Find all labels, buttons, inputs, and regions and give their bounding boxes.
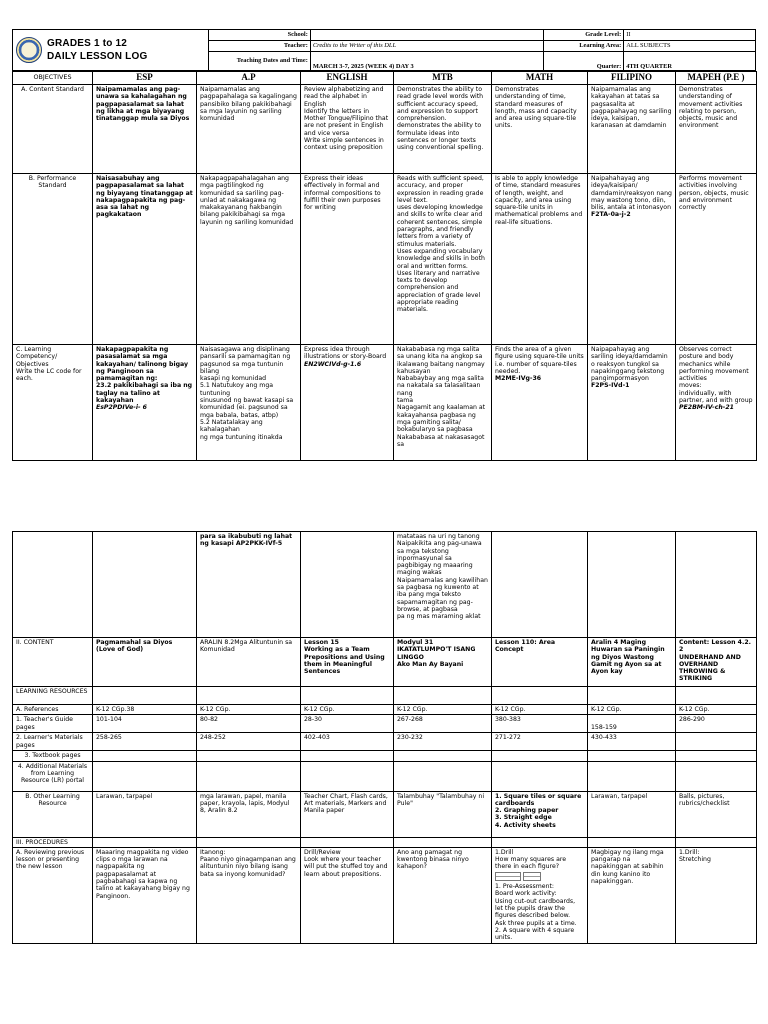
cell-mtb: Reads with sufficient speed, accuracy, and proper expression in reading grade level text. uses developing knowledge and skills to write clear and coherent sentences, simple paragraphs, and friendly letters from a variety of stimulus materials. Uses expanding vocabulary knowledge and skills in both oral and written forms. Uses literary and narrative texts to develop comprehension and appreciation of grade level appropriate reading materials. <box>394 174 492 345</box>
continuation-row <box>13 532 757 638</box>
row-label: II. CONTENT <box>13 638 93 687</box>
review-lesson-row <box>13 847 757 943</box>
row-label: B. Other Learning Resource <box>13 791 93 837</box>
title-line-1: GRADES 1 to 12 <box>47 38 128 49</box>
cell-filipino: 158-159 <box>588 715 676 733</box>
row-label: A. Content Standard <box>13 85 93 174</box>
cell-math: Lesson 110: Area Concept <box>492 638 588 687</box>
english-text: Express idea through illustrations or story-Board <box>304 346 387 361</box>
col-esp: ESP <box>93 72 197 85</box>
performance-standard-row <box>13 174 757 345</box>
cell-mapeh <box>676 532 757 638</box>
cell-esp: 258-265 <box>93 733 197 751</box>
col-english: ENGLISH <box>301 72 394 85</box>
cell-ap: mga larawan, papel, manila paper, krayola, lapis, Modyul 8, Aralin 8.2 <box>197 791 301 837</box>
cell-mtb: Ano ang pamagat ng kwentong binasa ninyo kahapon? <box>394 847 492 943</box>
cell-ap: para sa ikabubuti ng lahat ng kasapi AP2PKK-IVf-5 <box>197 532 301 638</box>
row-label: 2. Learner's Materials pages <box>13 733 93 751</box>
school-label: School: <box>209 30 311 41</box>
row-label: 1. Teacher's Guide pages <box>13 715 93 733</box>
cell-mtb: K-12 CGp. <box>394 705 492 715</box>
cell-ap: 248-252 <box>197 733 301 751</box>
deped-seal-icon <box>16 37 42 63</box>
row-label: A. Reviewing previous lesson or presenting the new lesson <box>13 847 93 943</box>
cell-ap: ARALIN 8.2Mga Alituntunin sa Komunidad <box>197 638 301 687</box>
teacher-label: Teacher: <box>209 40 311 51</box>
cell-math: Is able to apply knowledge of time, standard measures of length, weight, and capacity, and area using square-tile units in mathematical problems and real-life situations. <box>492 174 588 345</box>
cell-esp: Pagmamahal sa Diyos (Love of God) <box>93 638 197 687</box>
cell-filipino: Aralin 4 Maging Huwaran sa Paningin ng Diyos Wastong Gamit ng Ayon sa at Ayon kay <box>588 638 676 687</box>
content-row <box>13 638 757 687</box>
references-row <box>13 705 757 715</box>
cell-ap: Nakapagpapahalagahan ang mga pagtilingkod ng komunidad sa sariling pag-unlad at nakakagawa ng makakayanang hakbangin bilang pakikibahagi sa mga layunin ng sariling komunidad <box>197 174 301 345</box>
header <box>12 29 756 71</box>
lc-code: PE2BM-IV-ch-21 <box>679 404 734 412</box>
cell-mtb: Demonstrates the ability to read grade level words with sufficient accuracy speed, and expression to support comprehension. demonstrates the ability to formulate ideas into sentences or longer texts using conventional spelling. <box>394 85 492 174</box>
cell-esp: Naisasabuhay ang pagpapasalamat sa lahat ng biyayang tinatanggap at nakapagpapakita ng pag-asa sa lahat ng pagkakataon <box>93 174 197 345</box>
learners-materials-row <box>13 733 757 751</box>
objectives-table <box>12 71 757 461</box>
cell-english: 402-403 <box>301 733 394 751</box>
school-value <box>310 30 544 41</box>
cell-math: K-12 CGp. <box>492 705 588 715</box>
dates-label: Teaching Dates and Time: <box>209 51 311 71</box>
cell-ap: Naipamamalas ang pagpapahalaga sa kagalingang pansibiko bilang pakikibahagi sa mga layunin ng sariling komunidad <box>197 85 301 174</box>
column-header-row <box>13 72 757 85</box>
teacher-value: Credits to the Writer of this DLL <box>310 40 544 51</box>
cell-english <box>301 345 394 461</box>
cell-filipino: 430-433 <box>588 733 676 751</box>
cell-objectives <box>13 532 93 638</box>
cell-esp: K-12 CGp.38 <box>93 705 197 715</box>
cell-filipino: Magbigay ng ilang mga pangarap na napakinggan at sabihin din kung kanino ito napakinggan. <box>588 847 676 943</box>
col-math: MATH <box>492 72 588 85</box>
math-text: Finds the area of a given figure using square-tile units i.e. number of square-tiles needed. <box>495 346 584 375</box>
row-label: B. Performance Standard <box>13 174 93 345</box>
cell-ap: K-12 CGp. <box>197 705 301 715</box>
filipino-text: Naipapahayag ang sariling ideya/damdamin o reaksyon tungkol sa napakinggang tekstong pangimpormasyon <box>591 346 668 383</box>
cell-math: Demonstrates understanding of time, standard measures of length, mass and capacity and area using square-tile units. <box>492 85 588 174</box>
content-resources-table <box>12 531 757 944</box>
cell-math <box>492 532 588 638</box>
learning-competency-row <box>13 345 757 461</box>
cell-english: Review alphabetizing and read the alphabet in English Identify the letters in Mother Tongue/Filipino that are not present in English and vice versa Write simple sentences in context using preposition <box>301 85 394 174</box>
procedures-row <box>13 837 757 847</box>
col-mapeh: MAPEH (P.E ) <box>676 72 757 85</box>
cell-esp: Larawan, tarpapel <box>93 791 197 837</box>
cell-english: K-12 CGp. <box>301 705 394 715</box>
cell-english: 28-30 <box>301 715 394 733</box>
header-title-block <box>12 29 208 71</box>
cell-mtb: Talambuhay "Talambuhay ni Pule" <box>394 791 492 837</box>
cell-mapeh: K-12 CGp. <box>676 705 757 715</box>
grid-figure-icon <box>523 872 541 881</box>
row-label: LEARNING RESOURCES <box>13 687 93 705</box>
cell-mapeh <box>676 733 757 751</box>
cell-esp <box>93 345 197 461</box>
cell-mapeh: Content: Lesson 4.2. 2 UNDERHAND AND OVERHAND THROWING & STRIKING <box>676 638 757 687</box>
math-drill-text: 1.Drill How many squares are there in each figure? <box>495 848 567 871</box>
cell-mtb: 267-268 <box>394 715 492 733</box>
lc-code: M2ME-IVg-36 <box>495 375 542 383</box>
learning-resources-row <box>13 687 757 705</box>
cell-esp: 101-104 <box>93 715 197 733</box>
lc-code: F2PS-IVd-1 <box>591 382 630 390</box>
area-label: Learning Area: <box>544 40 624 51</box>
cell-filipino <box>588 174 676 345</box>
content-standard-row <box>13 85 757 174</box>
lc-code: EN2WCIVd-g-1.6 <box>304 360 362 368</box>
cell-math: 380-383 <box>492 715 588 733</box>
cell-ap: Naisasagawa ang disiplinang pansarili sa pamamagitan ng pagsunod sa mga tuntunin bilang kasapi ng komunidad 5.1 Natutukoy ang mga tuntuning sinusunod ng bawat kasapi sa komunidad (ei. pagsunod sa mga babala, batas, atbp) 5.2 Natatalakay ang kahalagahan ng mga tuntuning itinakda <box>197 345 301 461</box>
textbook-row <box>13 751 757 761</box>
cell-esp: Maaaring magpakita ng video clips o mga larawan na nagpapakita ng pagpapasalamat at pagbabahagi sa kapwa ng talino at kakayahang bigay ng Panginoon. <box>93 847 197 943</box>
cell-math: 1. Square tiles or square cardboards 2. Graphing paper 3. Straight edge 4. Activity sheets <box>492 791 588 837</box>
col-mtb: MTB <box>394 72 492 85</box>
page-2 <box>12 531 756 944</box>
grid-figure-icon <box>495 872 521 881</box>
row-label: 3. Textbook pages <box>13 751 93 761</box>
cell-filipino <box>588 345 676 461</box>
col-ap: A.P <box>197 72 301 85</box>
col-filipino: FILIPINO <box>588 72 676 85</box>
area-value: ALL SUBJECTS <box>624 40 756 51</box>
page-1 <box>12 29 756 461</box>
cell-filipino: Naipamamalas ang kakayahan at tatas sa pagsasalita at pagpapahayag ng sariling ideya, kaisipan, karanasan at damdamin <box>588 85 676 174</box>
mapeh-text: Observes correct posture and body mechanics while performing movement activities moves: individually, with partner, and with group <box>679 346 753 405</box>
row-label: C. Learning Competency/ Objectives Write the LC code for each. <box>13 345 93 461</box>
row-label: III. PROCEDURES <box>13 837 93 847</box>
cell-mapeh: Performs movement activities involving person, objects, music and environment correctly <box>676 174 757 345</box>
cell-math <box>492 847 588 943</box>
cell-ap: Itanong: Paano niyo ginagampanan ang alituntunin niyo bilang isang bata sa inyong komunidad? <box>197 847 301 943</box>
cell-mapeh <box>676 345 757 461</box>
cell-english: Lesson 15 Working as a Team Prepositions and Using them in Meaningful Sentences <box>301 638 394 687</box>
cell-mapeh: Demonstrates understanding of movement activities relating to person, objects, music and environment <box>676 85 757 174</box>
lc-code: F2TA-0a-j-2 <box>591 211 631 219</box>
header-info-table <box>208 29 756 71</box>
quarter-value: 4TH QUARTER <box>624 51 756 71</box>
cell-math: 271-272 <box>492 733 588 751</box>
dates-value: MARCH 3-7, 2025 (WEEK 4) DAY 3 <box>310 51 544 71</box>
grade-label: Grade Level: <box>544 30 624 41</box>
lc-code: EsP2PDIVe-i- 6 <box>96 404 147 412</box>
cell-ap: 80-82 <box>197 715 301 733</box>
math-assessment-text: 1. Pre-Assessment: Board work activity: Using cut-out cardboards, let the pupils draw the figures described below. Ask three pupils at a time. 2. A square with 4 square units. <box>495 883 577 942</box>
grade-value: II <box>624 30 756 41</box>
cell-esp: Naipamamalas ang pag-unawa sa kahalagahan ng pagpapasalamat sa lahat ng likha at mga biyayang tinatanggap mula sa Diyos <box>93 85 197 174</box>
filipino-text: Naipahahayag ang ideya/kaisipan/ damdamin/reaksyon nang may wastong tono, diin, bilis, antala at intonasyon <box>591 175 672 212</box>
row-label: 4. Additional Materials from Learning Resource (LR) portal <box>13 761 93 791</box>
row-label: A. References <box>13 705 93 715</box>
quarter-label: Quarter: <box>544 51 624 71</box>
esp-text: Nakapagpapakita ng pasasalamat sa mga kakayahan/ talinong bigay ng Panginoon sa pamamagitan ng: 23.2 pakikibahagi sa iba ng taglay na talino at kakayahan <box>96 346 193 405</box>
cell-english: Drill/Review Look where your teacher will put the stuffed toy and learn about prepositions. <box>301 847 394 943</box>
title-line-2: DAILY LESSON LOG <box>47 51 148 62</box>
cell-mtb: 230-232 <box>394 733 492 751</box>
teachers-guide-row <box>13 715 757 733</box>
other-resources-row <box>13 791 757 837</box>
cell-english <box>301 532 394 638</box>
cell-filipino: Larawan, tarpapel <box>588 791 676 837</box>
additional-materials-row <box>13 761 757 791</box>
cell-mtb: matataas na uri ng tanong Naipakikita ang pag-unawa sa mga tekstong inpormasyunal sa pagbibigay ng maaaring maging wakas Naipamamalas ang kawilihan sa pagbasa ng kuwento at iba pang mga teksto sapamamagitan ng pag-browse, at pagbasa pa ng mas maraming aklat <box>394 532 492 638</box>
cell-mtb: Nakababasa ng mga salita sa unang kita na angkop sa ikalawang baitang nangmay kahusayan Nababaybay ang mga salita na nakatala sa talasalitaan nang tama Nagagamit ang kaalaman at kakayahansa pagbasa ng mga gamiting salita/ bokabularyo sa pagbasa Nakababasa at nakasasagot sa <box>394 345 492 461</box>
cell-mtb: Modyul 31 IKATATLUMPO'T ISANG LINGGO Ako Man Ay Bayani <box>394 638 492 687</box>
cell-mapeh: Balls, pictures, rubrics/checklist <box>676 791 757 837</box>
cell-mapeh: 286-290 <box>676 715 757 733</box>
cell-english: Teacher Chart, Flash cards, Art materials, Markers and Manila paper <box>301 791 394 837</box>
col-objectives: OBJECTIVES <box>13 72 93 85</box>
cell-esp <box>93 532 197 638</box>
cell-filipino <box>588 532 676 638</box>
cell-math <box>492 345 588 461</box>
cell-mapeh: 1.Drill: Stretching <box>676 847 757 943</box>
cell-english: Express their ideas effectively in formal and informal compositions to fulfill their own purposes for writing <box>301 174 394 345</box>
cell-filipino: K-12 CGp. <box>588 705 676 715</box>
square-grid-icon <box>495 871 584 883</box>
